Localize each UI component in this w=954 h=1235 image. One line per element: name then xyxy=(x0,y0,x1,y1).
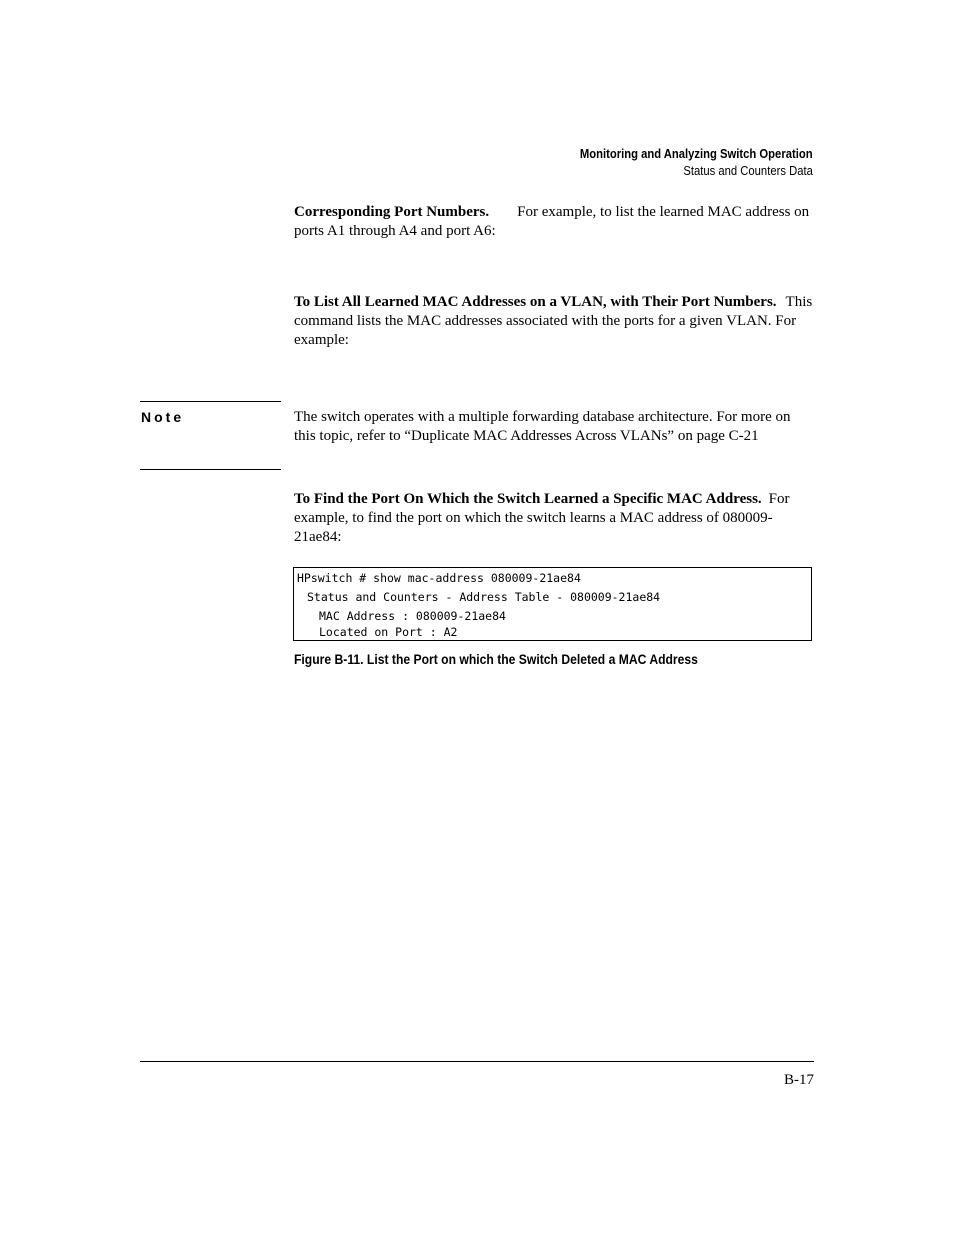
figure-caption: Figure B-11. List the Port on which the Switch Deleted a MAC Address xyxy=(294,652,698,667)
cli-output-mac-address: MAC Address : 080009-21ae84 xyxy=(319,609,506,623)
paragraph-lead: To Find the Port On Which the Switch Learned a Specific MAC Address. xyxy=(294,491,762,507)
footer-rule xyxy=(140,1061,814,1062)
paragraph-body: For example, to list the learned MAC address on ports A1 through A4 and port A6: xyxy=(294,204,810,239)
cli-output-box xyxy=(293,567,812,641)
note-bottom-rule xyxy=(140,469,281,470)
cli-output-heading: Status and Counters - Address Table - 080009-21ae84 xyxy=(307,590,661,604)
paragraph-body: For example, to find the port on which the switch learns a MAC address of 080009-21ae84: xyxy=(294,491,790,545)
paragraph-find-port-for-mac xyxy=(294,490,814,547)
cli-output-port: Located on Port : A2 xyxy=(319,625,458,639)
running-header-subtitle: Status and Counters Data xyxy=(683,164,813,178)
paragraph-list-mac-on-vlan xyxy=(294,293,814,350)
page-number: B-17 xyxy=(784,1072,814,1088)
cli-command-line: HPswitch # show mac-address 080009-21ae84 xyxy=(297,571,581,585)
paragraph-corresponding-port-numbers xyxy=(294,203,814,241)
paragraph-lead: To List All Learned MAC Addresses on a VLAN, with Their Port Numbers. xyxy=(294,294,777,310)
note-top-rule xyxy=(140,401,281,402)
paragraph-body: This command lists the MAC addresses associated with the ports for a given VLAN. For example: xyxy=(294,294,813,348)
running-header-title: Monitoring and Analyzing Switch Operation xyxy=(580,147,813,161)
paragraph-lead: Corresponding Port Numbers. xyxy=(294,204,490,220)
note-text: The switch operates with a multiple forwarding database architecture. For more on this topic, refer to “Duplicate MAC Addresses Across VLANs” on page C-21 xyxy=(294,409,791,444)
note-label: Note xyxy=(141,409,185,425)
